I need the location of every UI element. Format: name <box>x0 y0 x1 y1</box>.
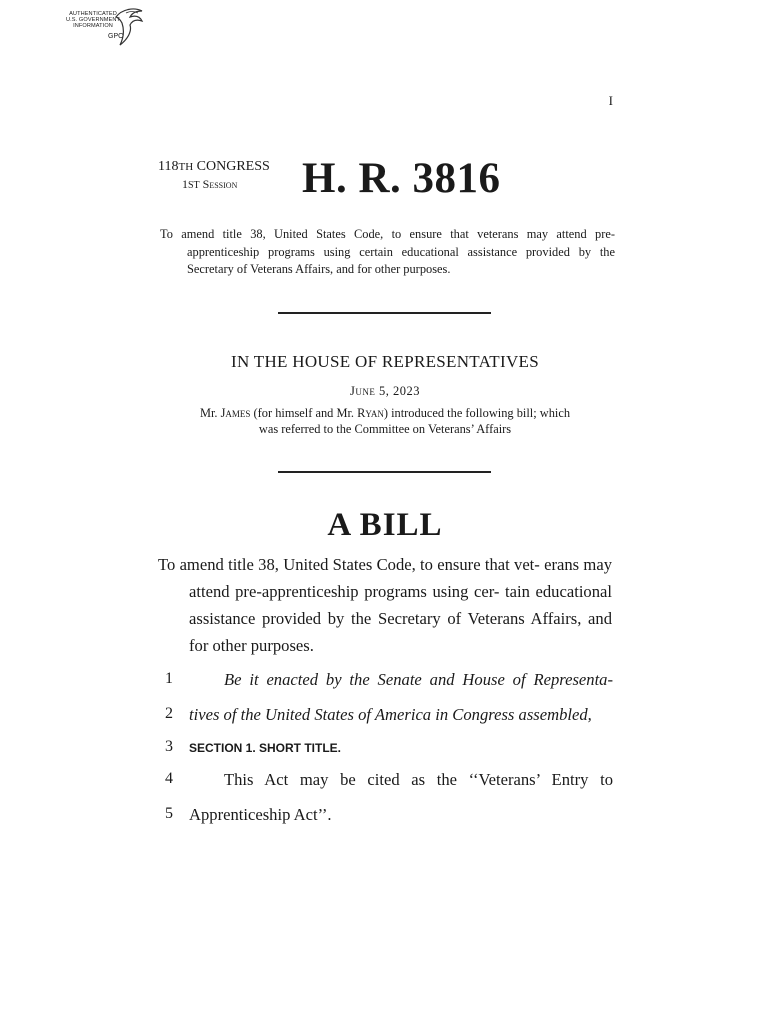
congress-number: 118 <box>158 159 179 174</box>
section-heading: SECTION 1. SHORT TITLE. <box>189 741 342 755</box>
seal-text-line: INFORMATION <box>73 23 113 29</box>
line-number: 3 <box>165 738 173 755</box>
congress-session-block <box>158 158 270 194</box>
short-title-line: To amend title 38, United States Code, to ensure that veterans may attend <box>160 227 587 241</box>
intro-text: (for himself and Mr. <box>250 406 358 420</box>
intro-text: ) introduced the following bill; which <box>383 406 571 420</box>
bill-line <box>158 705 613 735</box>
long-title-line: tain educational assistance provided by the Secretary <box>189 582 612 628</box>
session-ordinal: ST <box>188 180 200 191</box>
a-bill-heading: A BILL <box>327 507 443 543</box>
seal-gpo-label: GPO <box>108 33 124 40</box>
bill-line <box>158 770 613 800</box>
seal-text-line: AUTHENTICATED <box>69 11 117 17</box>
intro-text: Mr. <box>199 406 221 420</box>
bill-line <box>158 670 613 700</box>
long-title-line: erans may attend pre-apprenticeship programs using cer- <box>189 555 612 601</box>
long-title <box>158 551 612 659</box>
session-word: Session <box>202 177 238 191</box>
introduction-line-2: was referred to the Committee on Veterans’ Affairs <box>258 422 512 436</box>
line-number: 2 <box>165 705 173 722</box>
gpo-authentication-seal <box>62 5 152 47</box>
cosponsor-name: Ryan <box>357 406 384 420</box>
long-title-line: of Veterans Affairs, and for other purposes. <box>189 609 612 655</box>
enacting-clause: tives of the United States of America in Congress assembled, <box>189 705 592 724</box>
seal-text-line: U.S. GOVERNMENT <box>65 17 121 23</box>
introduction-date: June 5, 2023 <box>350 384 420 398</box>
divider-rule <box>278 312 491 314</box>
sponsor-name: James <box>220 406 251 420</box>
line-number: 1 <box>165 670 173 687</box>
introduction-statement <box>165 405 605 437</box>
section-text: Apprenticeship Act’’. <box>189 805 332 824</box>
enacting-clause: Be it enacted by the Senate and House of Representa- <box>224 670 613 689</box>
session-number: 1 <box>182 177 188 191</box>
short-title-text <box>160 226 615 279</box>
section-text: This Act may be cited as the ‘‘Veterans’ Entry to <box>224 770 613 789</box>
long-title-text <box>158 551 612 659</box>
page-number: I <box>608 93 613 108</box>
bill-line <box>158 738 613 768</box>
introduction-line-1 <box>165 405 605 421</box>
chamber-heading: IN THE HOUSE OF REPRESENTATIVES <box>231 352 539 371</box>
line-number: 4 <box>165 770 173 787</box>
eagle-icon <box>112 5 148 47</box>
long-title-line: To amend title 38, United States Code, to ensure that vet- <box>158 555 540 574</box>
divider-rule <box>278 471 491 473</box>
bill-number: H. R. 3816 <box>302 155 501 202</box>
short-title-line: by the Secretary of Veterans Affairs, and for other purposes. <box>187 244 615 276</box>
short-title-line: pre-apprenticeship programs using certain educational assistance provided <box>187 227 615 259</box>
congress-label: CONGRESS <box>196 159 270 174</box>
line-number: 5 <box>165 805 173 822</box>
congress-ordinal: TH <box>178 161 194 173</box>
short-title <box>160 226 615 279</box>
bill-line <box>158 805 613 835</box>
session-label <box>158 176 270 194</box>
